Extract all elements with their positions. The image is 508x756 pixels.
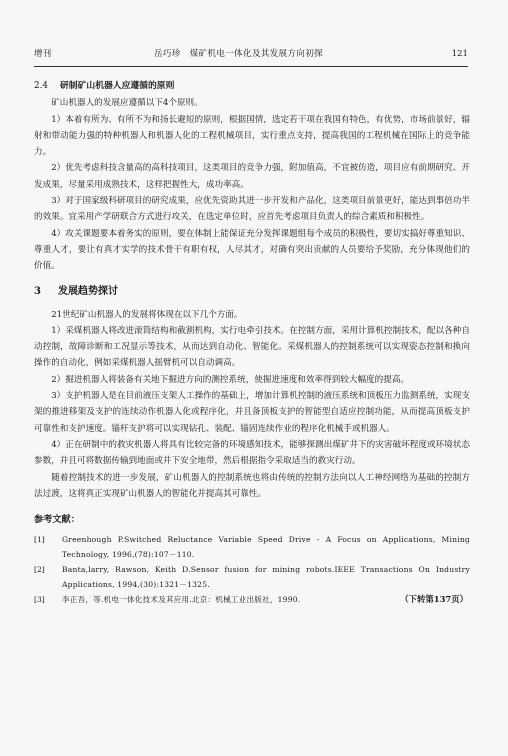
paragraph: 1）本着有所为、有所不为和扬长避短的原则，根据国情，选定若干项在我国有特色，有优势，市场前景好，辐射和带动能力强的特种机器人和机器人化的工程机械项目，实行重点支持，提高我国的工程机械在国际上的竞争能力。 bbox=[34, 114, 470, 158]
running-title: 岳巧珍 煤矿机电一体化及其发展方向初探 bbox=[154, 49, 323, 59]
paragraph: 4）正在研制中的救灾机器人将具有比较完备的环境感知技术，能够探测出煤矿井下的灾害破坏程度或环境状态参数，并且可将数据传输到地面或井下安全地带，然后根据指令采取适当的救灾行动。 bbox=[34, 439, 470, 467]
section-number: 2.4 bbox=[34, 81, 48, 91]
paragraph: 3）支护机器人是在目前液压支架人工操作的基础上，增加计算机控制的液压系统和顶板压力监测系统，实现支架的推进移架及支护的连续动作机器人化或程序化，并且备顶板支护的智能型自适应控制功能，从而提高顶板支护可靠性和支护速度。锚杆支护将可以实现钻孔、装配、锚固连续作业的程序化机械手或机器人。 bbox=[34, 391, 470, 434]
reference-number: [2] bbox=[34, 565, 45, 575]
paragraph: 随着控制技术的进一步发展，矿山机器人的控制系统也将由传统的控制方法向以人工神经网络为基础的控制方法过渡，这将真正实现矿山机器人的智能化并提高其可靠性。 bbox=[34, 472, 470, 499]
references-heading: 参考文献： bbox=[34, 514, 80, 526]
paragraph: 1）采煤机器人将改进滚筒结构和截割机构，实行电牵引技术。在控制方面，采用计算机控制技术，配以各种自动控制，故障诊断和工况显示等技术，从而达到自动化、智能化。采煤机器人的控制系统可以实现姿态控制和换向操作的自动化，例如采煤机器人摇臂机可以自动调高。 bbox=[34, 325, 470, 369]
paragraph: 2）掘进机器人将装备有关地下掘进方向的测控系统，使掘进速度和效率得到较大幅度的提高。 bbox=[51, 374, 410, 385]
page-header bbox=[34, 46, 468, 62]
reference-text: 李正吾，等.机电一体化技术及其应用.北京：机械工业出版社，1990. bbox=[62, 595, 301, 605]
reference-item bbox=[34, 562, 470, 592]
reference-number: [1] bbox=[34, 535, 45, 545]
reference-item bbox=[34, 532, 470, 562]
paragraph: 4）攻关课题要本着务实的原则，要在体制上能保证充分发挥课题组每个成员的积极性，要切实搞好尊重知识、尊重人才，要让有真才实学的技术骨干有职有权，人尽其才，对确有突出贡献的人员要给予奖励，充分体现他们的价值。 bbox=[34, 228, 470, 272]
section-title: 发展趋势探讨 bbox=[58, 285, 118, 297]
section-number: 3 bbox=[34, 285, 41, 297]
paragraph: 3）对于国家级科研项目的研究成果，应优先资助其进一步开发和产品化，这类项目前景更好，能达到事倍功半的效果。宜采用产学研联合方式进行攻关，在选定单位时，应首先考虑项目负责人的综合素质和积极性。 bbox=[34, 196, 470, 223]
reference-text: Banta,larry, Rawson, Keith D.Sensor fusion for mining robots.IEEE Transactions On Industry Applications, 1994,(30):1321－1325. bbox=[62, 565, 470, 590]
reference-text: Greenhough P.Switched Reluctance Variable Speed Drive - A Focus on Applications, Mining Technology, 1996,(78):107－110. bbox=[62, 535, 470, 560]
reference-number: [3] bbox=[34, 595, 45, 605]
paragraph: 21世纪矿山机器人的发展将体现在以下几个方面。 bbox=[51, 309, 243, 320]
section-heading-3 bbox=[34, 283, 470, 301]
section-title: 研制矿山机器人应遵循的原则 bbox=[60, 81, 175, 91]
paragraph: 矿山机器人的发展应遵循以下4个原则。 bbox=[51, 98, 203, 109]
page-number: 121 bbox=[451, 49, 468, 59]
section-heading-2-4 bbox=[34, 78, 470, 94]
header-rule bbox=[34, 66, 468, 68]
article-body bbox=[34, 74, 470, 607]
journal-issue-label: 增刊 bbox=[34, 49, 52, 59]
reference-list bbox=[34, 532, 470, 607]
continued-on-note: （下转第137页） bbox=[400, 594, 468, 605]
reference-item bbox=[34, 592, 470, 607]
paragraph: 2）优先考虑科技含量高的高科技项目，这类项目的竞争力强，附加值高，不宜被仿造，项目应有前期研究、开发成果，尽量采用成熟技术，这样把握性大，成功率高。 bbox=[34, 163, 470, 190]
